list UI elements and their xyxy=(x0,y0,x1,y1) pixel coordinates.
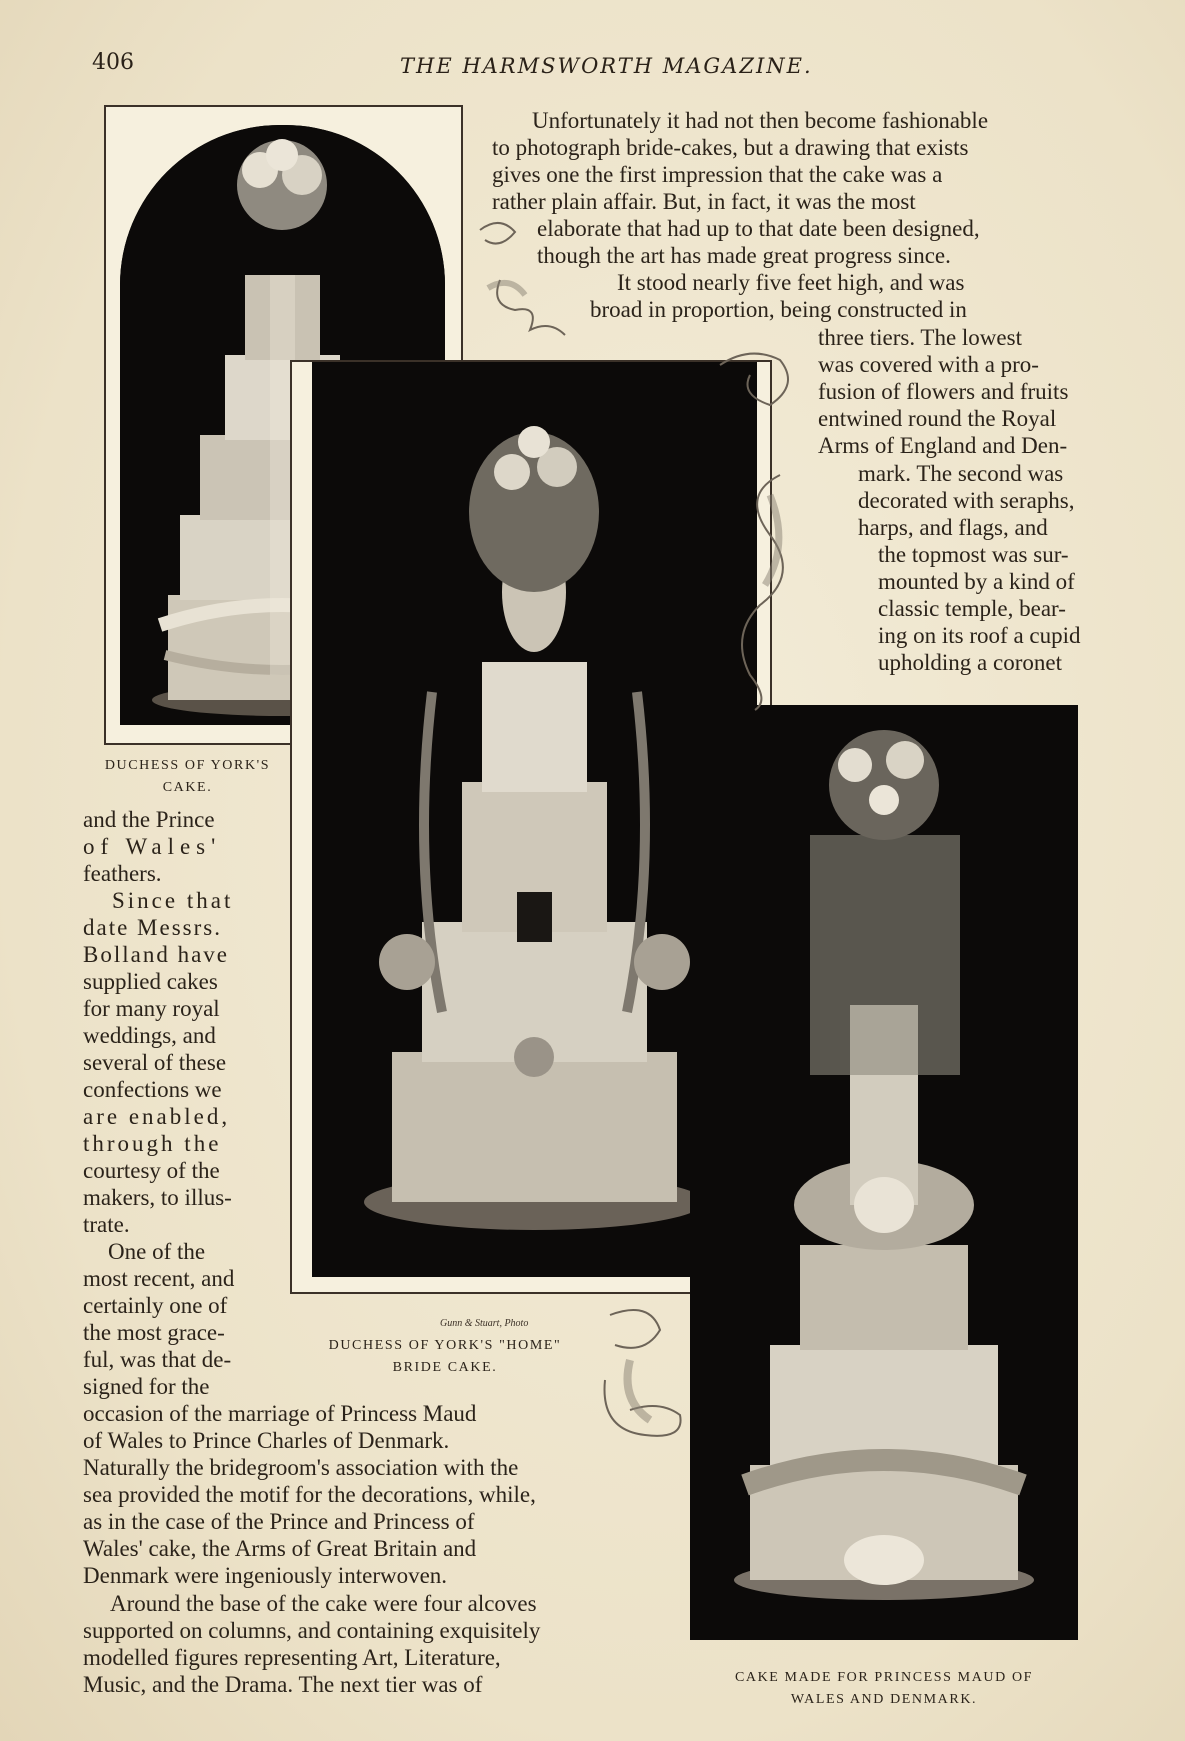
body-text-line: courtesy of the xyxy=(83,1158,220,1183)
body-text-line: It stood nearly five feet high, and was xyxy=(617,270,965,295)
body-text-line: Denmark were ingeniously interwoven. xyxy=(83,1563,448,1588)
body-text-line: and the Prince xyxy=(83,807,215,832)
body-text-line: ful, was that de- xyxy=(83,1347,232,1372)
body-text-line: through the xyxy=(83,1131,222,1156)
caption-duchess-cake-line2: CAKE. xyxy=(162,780,213,795)
body-text-line: harps, and flags, and xyxy=(858,515,1048,540)
body-text-line: Naturally the bridegroom's association with the xyxy=(83,1455,519,1480)
body-text-line: date Messrs. xyxy=(83,915,222,940)
body-text-line: Arms of England and Den- xyxy=(818,433,1068,458)
ribbon-ornament-bottom xyxy=(590,1300,700,1450)
body-text-line: of Wales' xyxy=(83,834,222,859)
body-text-line: One of the xyxy=(108,1239,206,1264)
body-text-line: signed for the xyxy=(83,1374,210,1399)
caption-home-bride-cake-line1: DUCHESS OF YORK'S "HOME" xyxy=(328,1338,562,1353)
body-text-line: broad in proportion, being constructed in xyxy=(590,297,967,322)
caption-princess-maud-cake-line1: CAKE MADE FOR PRINCESS MAUD OF xyxy=(734,1670,1034,1685)
body-text-line: to photograph bride-cakes, but a drawing that exists xyxy=(492,135,969,160)
body-text-line: confections we xyxy=(83,1077,222,1102)
photo-credit-gunn-stuart: Gunn & Stuart, Photo xyxy=(440,1318,529,1329)
body-text-line: entwined round the Royal xyxy=(818,406,1057,431)
body-text-line: supplied cakes xyxy=(83,969,218,994)
body-text-line: Unfortunately it had not then become fashionable xyxy=(532,108,989,133)
body-text-line: several of these xyxy=(83,1050,227,1075)
body-text-line: makers, to illus- xyxy=(83,1185,232,1210)
body-text-line: supported on columns, and containing exquisitely xyxy=(83,1618,541,1643)
body-text-line: certainly one of xyxy=(83,1293,228,1318)
photo-princess-maud-cake xyxy=(690,705,1078,1640)
caption-home-bride-cake-line2: BRIDE CAKE. xyxy=(392,1360,498,1375)
body-text-line: feathers. xyxy=(83,861,162,886)
page-number: 406 xyxy=(92,50,134,75)
body-text-line: upholding a coronet xyxy=(878,650,1062,675)
body-text-line: occasion of the marriage of Princess Maud xyxy=(83,1401,477,1426)
body-text-line: gives one the first impression that the cake was a xyxy=(492,162,943,187)
body-text-line: for many royal xyxy=(83,996,220,1021)
caption-princess-maud-cake-line2: WALES AND DENMARK. xyxy=(790,1692,978,1707)
body-text-line: trate. xyxy=(83,1212,130,1237)
body-text-line: decorated with seraphs, xyxy=(858,488,1075,513)
body-text-line: the most grace- xyxy=(83,1320,225,1345)
body-text-line: elaborate that had up to that date been designed, xyxy=(537,216,980,241)
body-text-line: mounted by a kind of xyxy=(878,569,1075,594)
body-text-line: of Wales to Prince Charles of Denmark. xyxy=(83,1428,450,1453)
body-text-line: weddings, and xyxy=(83,1023,216,1048)
body-text-line: ing on its roof a cupid xyxy=(878,623,1081,648)
body-text-line: was covered with a pro- xyxy=(818,352,1039,377)
body-text-line: Wales' cake, the Arms of Great Britain and xyxy=(83,1536,477,1561)
caption-duchess-cake-line1: DUCHESS OF YORK'S xyxy=(104,758,271,773)
body-text-line: Around the base of the cake were four alcoves xyxy=(110,1591,537,1616)
body-text-line: though the art has made great progress since. xyxy=(537,243,951,268)
body-text-line: modelled figures representing Art, Literature, xyxy=(83,1645,501,1670)
body-text-line: most recent, and xyxy=(83,1266,235,1291)
body-text-line: Since that xyxy=(112,888,234,913)
ribbon-ornament-right xyxy=(710,345,820,715)
body-text-line: as in the case of the Prince and Princess of xyxy=(83,1509,475,1534)
body-text-line: sea provided the motif for the decorations, while, xyxy=(83,1482,536,1507)
body-text-line: mark. The second was xyxy=(858,461,1064,486)
body-text-line: fusion of flowers and fruits xyxy=(818,379,1069,404)
body-text-line: Music, and the Drama. The next tier was of xyxy=(83,1672,483,1697)
body-text-line: the topmost was sur- xyxy=(878,542,1069,567)
body-text-line: Bolland have xyxy=(83,942,229,967)
body-text-line: are enabled, xyxy=(83,1104,231,1129)
running-head: THE HARMSWORTH MAGAZINE. xyxy=(400,54,813,78)
body-text-line: rather plain affair. But, in fact, it was the most xyxy=(492,189,916,214)
body-text-line: classic temple, bear- xyxy=(878,596,1066,621)
body-text-line: three tiers. The lowest xyxy=(818,325,1022,350)
